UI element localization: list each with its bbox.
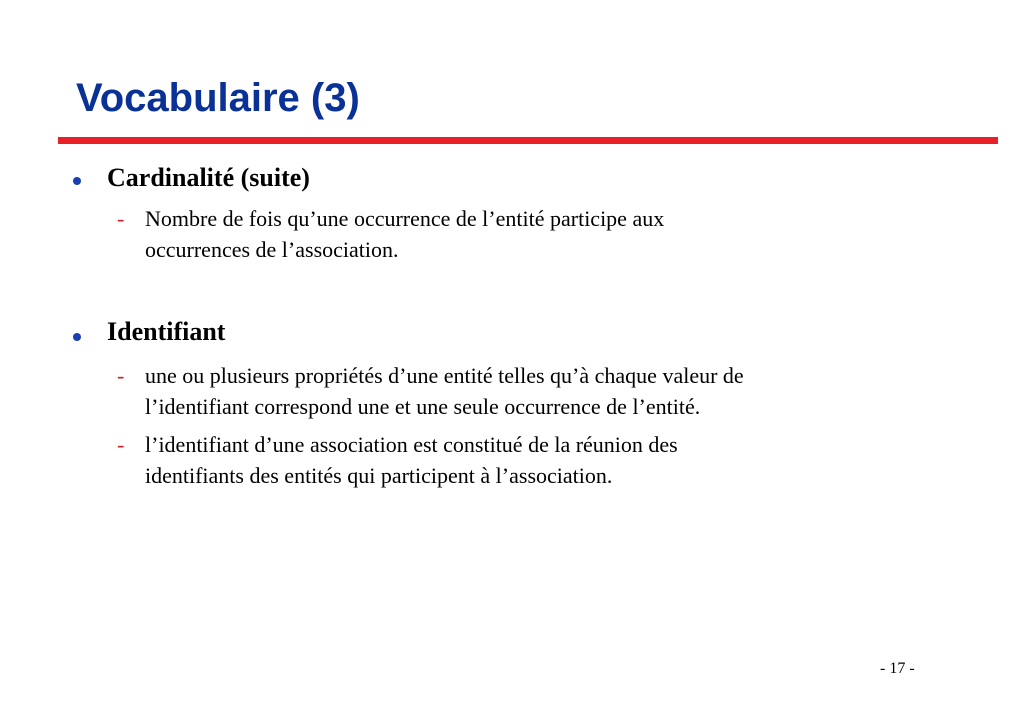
bullet-heading-cardinalite: Cardinalité (suite) bbox=[107, 163, 310, 192]
sub-item-line: Nombre de fois qu’une occurrence de l’entité participe aux bbox=[145, 206, 665, 231]
page-number: - 17 - bbox=[880, 660, 915, 677]
dash-marker: - bbox=[117, 432, 125, 457]
sub-item-line: l’identifiant d’une association est constitué de la réunion des bbox=[145, 432, 678, 457]
dash-marker: - bbox=[117, 363, 125, 388]
sub-item-line: l’identifiant correspond une et une seule occurrence de l’entité. bbox=[145, 394, 701, 419]
sub-item-line: identifiants des entités qui participent à l’association. bbox=[145, 463, 613, 488]
dash-marker: - bbox=[117, 206, 125, 231]
bullet-icon bbox=[73, 177, 81, 185]
sub-item-line: occurrences de l’association. bbox=[145, 237, 399, 262]
slide-title: Vocabulaire (3) bbox=[76, 76, 360, 120]
sub-item-line: une ou plusieurs propriétés d’une entité telles qu’à chaque valeur de bbox=[145, 363, 744, 388]
bullet-icon bbox=[73, 333, 81, 341]
bullet-heading-identifiant: Identifiant bbox=[107, 317, 226, 346]
